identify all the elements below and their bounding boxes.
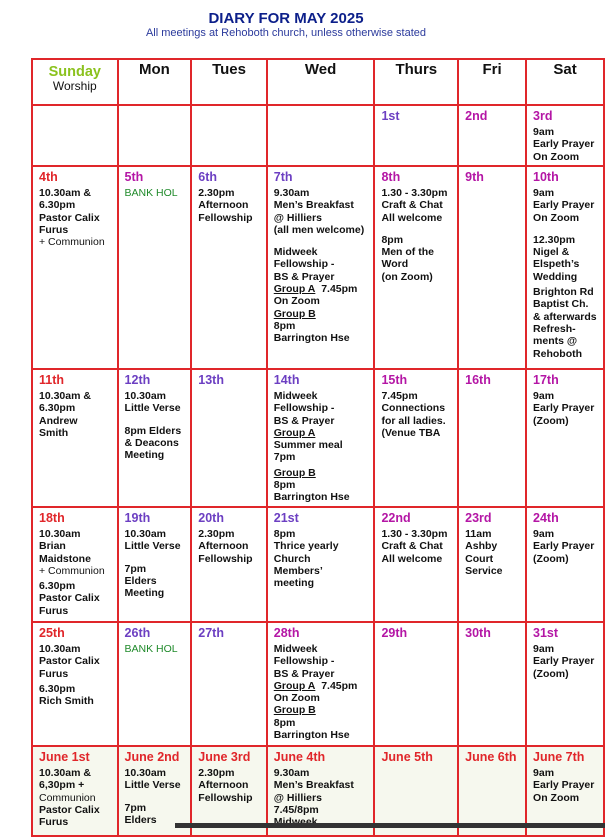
day-date: 22nd	[381, 511, 411, 525]
day-date: 9th	[465, 170, 484, 184]
day-date: 7th	[273, 170, 293, 184]
event-line: On Zoom	[533, 150, 580, 163]
event-line: On Zoom	[533, 211, 580, 224]
event-line: Court	[465, 552, 494, 565]
day-date: 21st	[273, 511, 299, 525]
event-line: 6.30pm	[39, 402, 76, 415]
day-cell	[32, 746, 118, 836]
event-line: Connections	[381, 402, 446, 415]
day-date: 17th	[533, 373, 559, 387]
calendar-grid	[31, 58, 605, 837]
day-date: 14th	[273, 373, 300, 387]
event-line: 9am	[533, 767, 555, 779]
event-line: Little Verse	[124, 540, 181, 553]
day-date: June 7th	[533, 750, 585, 764]
day-cell	[526, 166, 604, 369]
event-line: 6.30pm	[39, 199, 76, 212]
event-line: Craft & Chat	[381, 540, 443, 553]
event-line: Members’	[273, 564, 323, 577]
event-line: 12.30pm	[533, 233, 576, 246]
day-cell	[267, 369, 375, 507]
day-date: 11th	[39, 373, 65, 387]
day-cell	[191, 369, 266, 507]
event-line: 10.30am &	[39, 187, 91, 199]
day-date: 13th	[198, 373, 224, 387]
event-line: Rich Smith	[39, 695, 94, 708]
group-label: Group A	[273, 283, 316, 296]
event-line: 10.30am	[124, 390, 166, 402]
day-cell	[32, 507, 118, 622]
group-label: Group B	[273, 466, 316, 479]
event-line: Service	[465, 564, 503, 577]
day-date: 1st	[381, 109, 400, 123]
event-line: 6.30pm	[39, 580, 76, 593]
event-line: BS & Prayer	[273, 270, 335, 283]
day-date: 16th	[465, 373, 491, 387]
day-cell	[374, 105, 458, 166]
diary-title: DIARY FOR MAY 2025	[208, 10, 364, 27]
day-cell	[458, 105, 526, 166]
event-line: Midweek	[273, 390, 318, 402]
group-time: 7.45pm	[321, 679, 358, 692]
bank-holiday-label: BANK HOL	[124, 643, 178, 655]
day-date: 23rd	[465, 511, 492, 525]
day-cell	[458, 369, 526, 507]
day-date: 12th	[124, 373, 151, 387]
page-edge-divider	[175, 823, 605, 828]
event-line: 1.30 - 3.30pm	[381, 528, 448, 540]
day-cell	[191, 166, 266, 369]
event-line: @ Hilliers	[273, 211, 322, 224]
day-date: June 2nd	[124, 750, 180, 764]
day-cell	[374, 166, 458, 369]
event-line: 7.45/8pm	[273, 803, 319, 816]
event-line: Smith	[39, 426, 69, 439]
event-line: (on Zoom)	[381, 270, 433, 283]
event-line: Meeting	[124, 449, 165, 462]
event-line: 2.30pm	[198, 528, 235, 540]
event-line: 6,30pm +	[39, 779, 85, 792]
week-row	[32, 369, 604, 507]
event-line: Afternoon	[198, 540, 249, 553]
event-line: meeting	[273, 577, 315, 590]
day-date: 10th	[533, 170, 559, 184]
event-line: Early Prayer	[533, 199, 595, 212]
event-line: Afternoon	[198, 199, 249, 212]
day-cell-empty	[118, 105, 192, 166]
event-line: Maidstone	[39, 552, 91, 565]
event-line: 8pm	[273, 528, 296, 540]
group-time: 7.45pm	[321, 283, 358, 296]
event-line: 8pm	[273, 479, 296, 492]
week-row	[32, 507, 604, 622]
event-line: Fellowship -	[273, 655, 335, 668]
event-line: Early Prayer	[533, 655, 595, 668]
event-line: (Zoom)	[533, 667, 569, 680]
day-cell	[267, 507, 375, 622]
event-line: 8pm	[273, 716, 296, 729]
group-label: Group A	[273, 679, 316, 692]
event-line: & afterwards	[533, 310, 597, 323]
event-line: Fellowship -	[273, 258, 335, 271]
event-line: 10.30am &	[39, 390, 91, 402]
day-date: 2nd	[465, 109, 488, 123]
event-line: (Zoom)	[533, 552, 569, 565]
day-cell	[526, 105, 604, 166]
day-date: 8th	[381, 170, 401, 184]
event-line	[274, 680, 369, 692]
event-line: & Deacons	[124, 436, 179, 449]
event-line: Little Verse	[124, 779, 181, 792]
event-line: 9am	[533, 643, 555, 655]
event-line: 9am	[533, 187, 555, 199]
event-line: 10.30am	[124, 767, 166, 779]
event-line: Ashby	[465, 540, 498, 553]
event-line: Little Verse	[124, 402, 181, 415]
event-line: Early Prayer	[533, 402, 595, 415]
event-line: 9am	[533, 126, 555, 138]
day-cell-empty	[32, 105, 118, 166]
event-line: Pastor Calix	[39, 655, 100, 668]
header-worship-label: Worship	[52, 79, 97, 93]
event-line: Pastor Calix	[39, 803, 100, 816]
event-line: BS & Prayer	[273, 414, 335, 427]
event-line: + Communion	[39, 564, 105, 577]
event-line: 11am	[465, 528, 492, 540]
day-date: 29th	[381, 626, 408, 640]
bank-holiday-label: BANK HOL	[124, 187, 178, 199]
event-line: 10.30am &	[39, 767, 91, 779]
day-date: 31st	[533, 626, 559, 640]
event-line: 10.30am	[39, 528, 81, 540]
group-label: Group B	[273, 307, 316, 320]
event-line: 8pm Elders	[124, 424, 182, 437]
event-line: Andrew	[39, 414, 78, 427]
event-line: On Zoom	[533, 791, 580, 804]
day-cell	[32, 622, 118, 746]
event-line: 8pm	[381, 233, 404, 246]
event-line: Refresh-	[533, 322, 576, 335]
day-cell	[374, 507, 458, 622]
event-line: Fellowship	[198, 211, 253, 224]
day-date: 30th	[465, 626, 491, 640]
event-line: 7pm	[124, 562, 147, 575]
day-cell	[526, 622, 604, 746]
event-line: Elders	[124, 574, 157, 587]
day-cell	[458, 166, 526, 369]
event-line: Early Prayer	[533, 138, 595, 151]
day-cell-empty	[191, 105, 266, 166]
header-friday: Fri	[458, 59, 526, 105]
event-line: Barrington Hse	[273, 491, 350, 504]
event-line: Afternoon	[198, 779, 249, 792]
weekday-header-row	[32, 59, 604, 105]
day-date: 15th	[381, 373, 408, 387]
event-line: Fellowship	[198, 552, 253, 565]
event-line: Early Prayer	[533, 779, 595, 792]
event-line: Nigel &	[533, 246, 570, 259]
event-line: Meeting	[124, 587, 165, 600]
event-line: Furus	[39, 667, 69, 680]
day-cell	[118, 369, 192, 507]
day-date: 25th	[39, 626, 65, 640]
day-date: 24th	[533, 511, 559, 525]
event-line: Elders	[124, 813, 157, 826]
day-date: 27th	[198, 626, 224, 640]
day-date: 20th	[198, 511, 224, 525]
week-row	[32, 622, 604, 746]
header-monday: Mon	[118, 59, 192, 105]
event-line: Barrington Hse	[273, 729, 350, 742]
day-cell	[191, 622, 266, 746]
day-date: 18th	[39, 511, 65, 525]
event-line: Brighton Rd	[533, 286, 594, 299]
event-line: Early Prayer	[533, 540, 595, 553]
event-line: 6.30pm	[39, 682, 76, 695]
event-line: + Communion	[39, 236, 105, 249]
event-line: 2.30pm	[198, 187, 235, 199]
header-thursday: Thurs	[374, 59, 458, 105]
event-line: ments @	[533, 335, 578, 348]
day-cell	[267, 622, 375, 746]
event-line: 9am	[533, 390, 555, 402]
day-cell	[374, 369, 458, 507]
day-cell	[374, 622, 458, 746]
week-row	[32, 166, 604, 369]
event-line: 9.30am	[273, 767, 310, 779]
event-line: Fellowship	[198, 791, 253, 804]
event-line: (all men welcome)	[273, 223, 365, 236]
event-line: 7.45pm	[381, 390, 418, 402]
header-wednesday: Wed	[267, 59, 375, 105]
event-line: 10.30am	[39, 643, 81, 655]
day-date: June 5th	[381, 750, 433, 764]
day-cell	[526, 507, 604, 622]
day-cell	[118, 622, 192, 746]
day-cell-empty	[267, 105, 375, 166]
header-sunday-label: Sunday	[48, 64, 101, 80]
event-line: 7pm	[273, 451, 296, 464]
event-line: Midweek	[273, 643, 318, 655]
event-line: Elspeth’s	[533, 258, 580, 271]
event-line: On Zoom	[273, 295, 320, 308]
event-line: Furus	[39, 223, 69, 236]
event-line: Rehoboth	[533, 347, 583, 360]
event-line: Thrice yearly	[273, 540, 339, 553]
day-cell	[118, 166, 192, 369]
event-line: Pastor Calix	[39, 592, 100, 605]
event-line: (Venue TBA	[381, 426, 441, 439]
day-date: 26th	[124, 626, 151, 640]
day-cell	[526, 369, 604, 507]
event-line: Men of the	[381, 246, 434, 259]
day-date: 6th	[198, 170, 218, 184]
event-line: 9am	[533, 528, 555, 540]
event-line: Baptist Ch.	[533, 298, 589, 311]
header-saturday: Sat	[526, 59, 604, 105]
event-line: 2.30pm	[198, 767, 235, 779]
event-line: 9.30am	[273, 187, 310, 199]
event-line: Fellowship -	[273, 402, 335, 415]
event-line: 1.30 - 3.30pm	[381, 187, 448, 199]
event-line: BS & Prayer	[273, 667, 335, 680]
group-label: Group B	[273, 704, 316, 717]
event-line: Pastor Calix	[39, 211, 100, 224]
event-line	[274, 283, 369, 295]
event-line: 7pm	[124, 801, 147, 814]
event-line: 8pm	[273, 319, 296, 332]
day-date: 5th	[124, 170, 144, 184]
event-line: On Zoom	[273, 692, 320, 705]
event-line: @ Hilliers	[273, 791, 322, 804]
day-date: June 1st	[39, 750, 90, 764]
event-line: Word	[381, 258, 409, 271]
event-line: All welcome	[381, 211, 443, 224]
day-cell	[32, 166, 118, 369]
day-date: 4th	[39, 170, 58, 184]
day-date: June 4th	[273, 750, 326, 764]
event-line: All welcome	[381, 552, 443, 565]
day-date: June 3rd	[198, 750, 251, 764]
event-line: Barrington Hse	[273, 332, 350, 345]
event-line: Furus	[39, 604, 69, 617]
header-sunday	[32, 59, 118, 105]
day-cell	[267, 166, 375, 369]
day-date: 3rd	[533, 109, 553, 123]
event-line: Summer meal	[273, 439, 343, 452]
day-date: 28th	[273, 626, 300, 640]
day-date: 19th	[124, 511, 151, 525]
event-line: Furus	[39, 816, 69, 829]
day-cell	[118, 507, 192, 622]
diary-subtitle: All meetings at Rehoboth church, unless otherwise stated	[145, 27, 427, 39]
event-line: Wedding	[533, 270, 578, 283]
event-line: Craft & Chat	[381, 199, 443, 212]
day-cell	[32, 369, 118, 507]
day-cell	[458, 622, 526, 746]
group-label: Group A	[273, 426, 316, 439]
event-line: Brian	[39, 540, 66, 553]
day-date: June 6th	[465, 750, 517, 764]
event-line: for all ladies.	[381, 414, 446, 427]
event-line: Men’s Breakfast	[273, 779, 354, 792]
event-line: (Zoom)	[533, 414, 569, 427]
event-line: Midweek	[273, 246, 318, 259]
week-row	[32, 105, 604, 166]
event-line: Men’s Breakfast	[273, 199, 354, 212]
header-tuesday: Tues	[191, 59, 266, 105]
event-line: Church	[273, 552, 311, 565]
day-cell	[191, 507, 266, 622]
event-line: 10.30am	[124, 528, 166, 540]
day-cell	[458, 507, 526, 622]
event-line: Communion	[39, 791, 96, 804]
